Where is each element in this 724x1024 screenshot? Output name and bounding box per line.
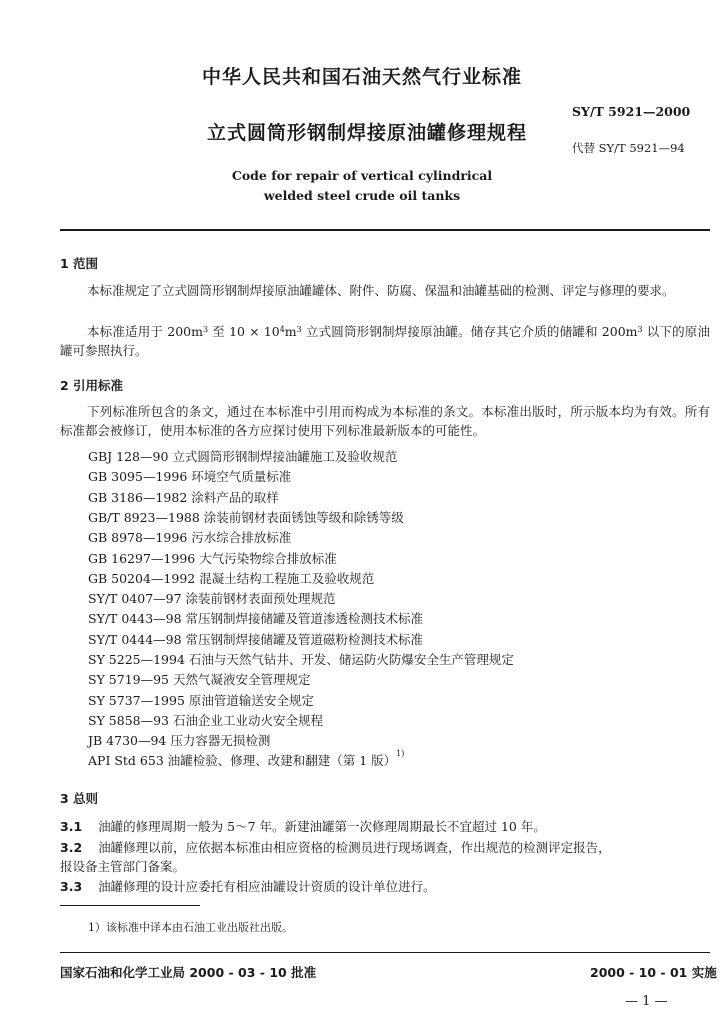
- page-number: — 1 —: [625, 994, 668, 1009]
- reference-item: SY 5737—1995 原油管道输送安全规定: [88, 693, 314, 708]
- approval-line: 国家石油和化学工业局 2000 - 03 - 10 批准: [60, 965, 317, 980]
- clause-3-3: [60, 877, 436, 896]
- reference-item: GBJ 128—90 立式圆筒形钢制焊接油罐施工及验收规范: [88, 449, 398, 464]
- reference-item: GB 8978—1996 污水综合排放标准: [88, 530, 292, 545]
- reference-item: GB 16297—1996 大气污染物综合排放标准: [88, 551, 337, 566]
- reference-item: SY/T 0444—98 常压钢制焊接储罐及管道磁粉检测技术标准: [88, 632, 424, 647]
- para2-b: 至 10 × 10: [208, 324, 280, 339]
- clause-3-3-text: 油罐修理的设计应委托有相应油罐设计资质的设计单位进行。: [98, 879, 436, 894]
- reference-item-api: [88, 751, 404, 769]
- reference-item: SY 5858—93 石油企业工业动火安全规程: [88, 713, 323, 728]
- reference-item: SY 5719—95 天然气凝液安全管理规定: [88, 672, 311, 687]
- para2-e: 以下的原油罐可参照执行。: [60, 324, 710, 358]
- section-1-para-2: [60, 322, 710, 360]
- para2-sup4: 3: [637, 325, 643, 334]
- clause-3-2-text-a: 油罐修理以前，应依据本标准由相应资格的检测员进行现场调查，作出规范的检测评定报告，: [98, 840, 611, 855]
- document-title-en-line1: Code for repair of vertical cylindrical: [231, 168, 493, 183]
- reference-item: GB 50204—1992 混凝土结构工程施工及验收规范: [88, 571, 375, 586]
- para2-d: 立式圆筒形钢制焊接原油罐。储存其它介质的储罐和 200m: [301, 324, 638, 339]
- reference-item: GB 3095—1996 环境空气质量标准: [88, 469, 292, 484]
- para2-sup2: 4: [279, 325, 285, 334]
- para2-sup1: 3: [202, 325, 209, 334]
- standard-number: SY/T 5921—2000: [572, 104, 691, 119]
- section-2-intro: 下列标准所包含的条文，通过在本标准中引用而构成为本标准的条文。本标准出版时，所示版本均为有效。所有标准都会被修订，使用本标准的各方应探讨使用下列标准最新版本的可能性。: [60, 404, 710, 438]
- para2-sup3: 3: [296, 325, 302, 334]
- clause-3-1-text: 油罐的修理周期一般为 5～7 年。新建油罐第一次修理周期最长不宜超过 10 年。: [98, 819, 546, 834]
- document-title-cn: 立式圆筒形钢制焊接原油罐修理规程: [207, 122, 528, 144]
- clause-3-2: [60, 838, 611, 857]
- para2-c: m: [284, 324, 297, 339]
- footnote-divider: [60, 905, 200, 906]
- footnote-marker: 1): [396, 749, 405, 758]
- reference-item-api-text: API Std 653 油罐检验、修理、改建和翻建（第 1 版）: [88, 753, 397, 768]
- section-1-heading: 1 范围: [60, 256, 99, 271]
- reference-item: SY/T 0407—97 涂装前钢材表面预处理规范: [88, 591, 336, 606]
- clause-3-1-number: 3.1: [60, 819, 83, 834]
- effective-date-line: 2000 - 10 - 01 实施: [590, 965, 717, 980]
- reference-item: SY/T 0443—98 常压钢制焊接储罐及管道渗透检测技术标准: [88, 611, 424, 626]
- header-divider: [60, 229, 710, 231]
- para2-a: 本标准适用于 200m: [87, 324, 203, 339]
- footer-divider: [60, 952, 710, 953]
- reference-item: GB/T 8923—1988 涂装前钢材表面锈蚀等级和除锈等级: [88, 510, 404, 525]
- industry-standard-heading: 中华人民共和国石油天然气行业标准: [201, 66, 522, 88]
- reference-item: GB 3186—1982 涂料产品的取样: [88, 490, 279, 505]
- clause-3-1: [60, 817, 546, 836]
- reference-item: SY 5225—1994 石油与天然气钻井、开发、储运防火防爆安全生产管理规定: [88, 652, 514, 667]
- section-3-heading: 3 总则: [60, 791, 99, 806]
- clause-3-3-number: 3.3: [60, 879, 83, 894]
- clause-3-2-continued: 报设备主管部门备案。: [60, 859, 186, 874]
- section-2-heading: 2 引用标准: [60, 378, 124, 393]
- clause-3-2-number: 3.2: [60, 840, 83, 855]
- section-1-para-1: 本标准规定了立式圆筒形钢制焊接原油罐罐体、附件、防腐、保温和油罐基础的检测、评定与修理的要求。: [87, 283, 675, 298]
- reference-item: JB 4730—94 压力容器无损检测: [88, 733, 271, 748]
- document-title-en-line2: welded steel crude oil tanks: [263, 188, 461, 203]
- footnote-text: 1）该标准中译本由石油工业出版社出版。: [88, 921, 293, 934]
- replaces-note: 代替 SY/T 5921—94: [572, 141, 685, 155]
